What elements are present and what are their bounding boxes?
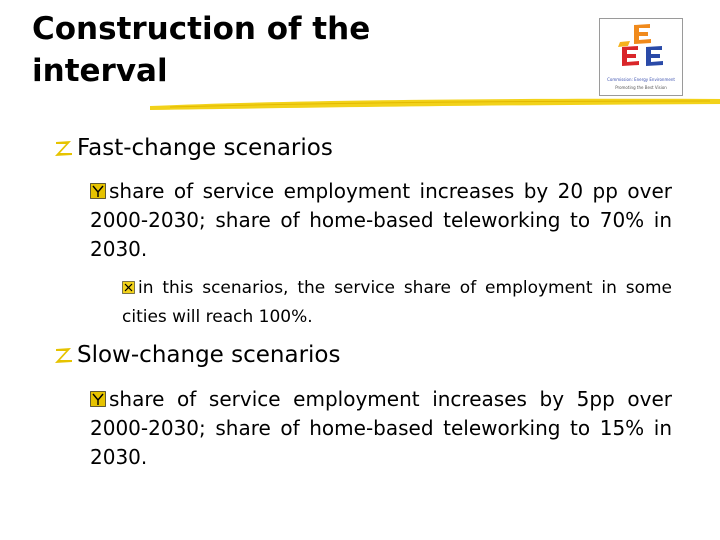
point-text: share of service employment increases by 20 pp over 2000-2030; share of home-based teleworking to 70% in 2030. [90, 179, 672, 261]
heading-slow-change [54, 341, 340, 369]
point-text: share of service employment increases by 5pp over 2000-2030; share of home-based teleworking to 15% in 2030. [90, 387, 672, 469]
logo [599, 18, 683, 96]
z-bullet-icon [54, 139, 74, 157]
logo-caption: Commission: Energy Environment [607, 77, 675, 82]
title-line-2: interval [32, 53, 168, 89]
heading-text: Fast-change scenarios [77, 135, 333, 161]
heading-text: Slow-change scenarios [77, 342, 341, 368]
z-bullet-icon [54, 346, 74, 364]
subpoint-fast-change [122, 274, 672, 332]
y-bullet-icon [90, 391, 106, 407]
point-fast-change [90, 177, 672, 264]
heading-fast-change [54, 134, 333, 162]
title-underline-brush [150, 96, 720, 112]
x-bullet-icon [122, 281, 135, 294]
logo-tagline: Promoting the Best Vision [615, 85, 667, 90]
y-bullet-icon [90, 183, 106, 199]
slide-title [32, 8, 472, 92]
subpoint-text: in this scenarios, the service share of employment in some cities will reach 100%. [122, 278, 672, 327]
point-slow-change [90, 385, 672, 472]
title-line-1: Construction of the [32, 11, 371, 47]
logo-eee-icon [600, 19, 684, 79]
